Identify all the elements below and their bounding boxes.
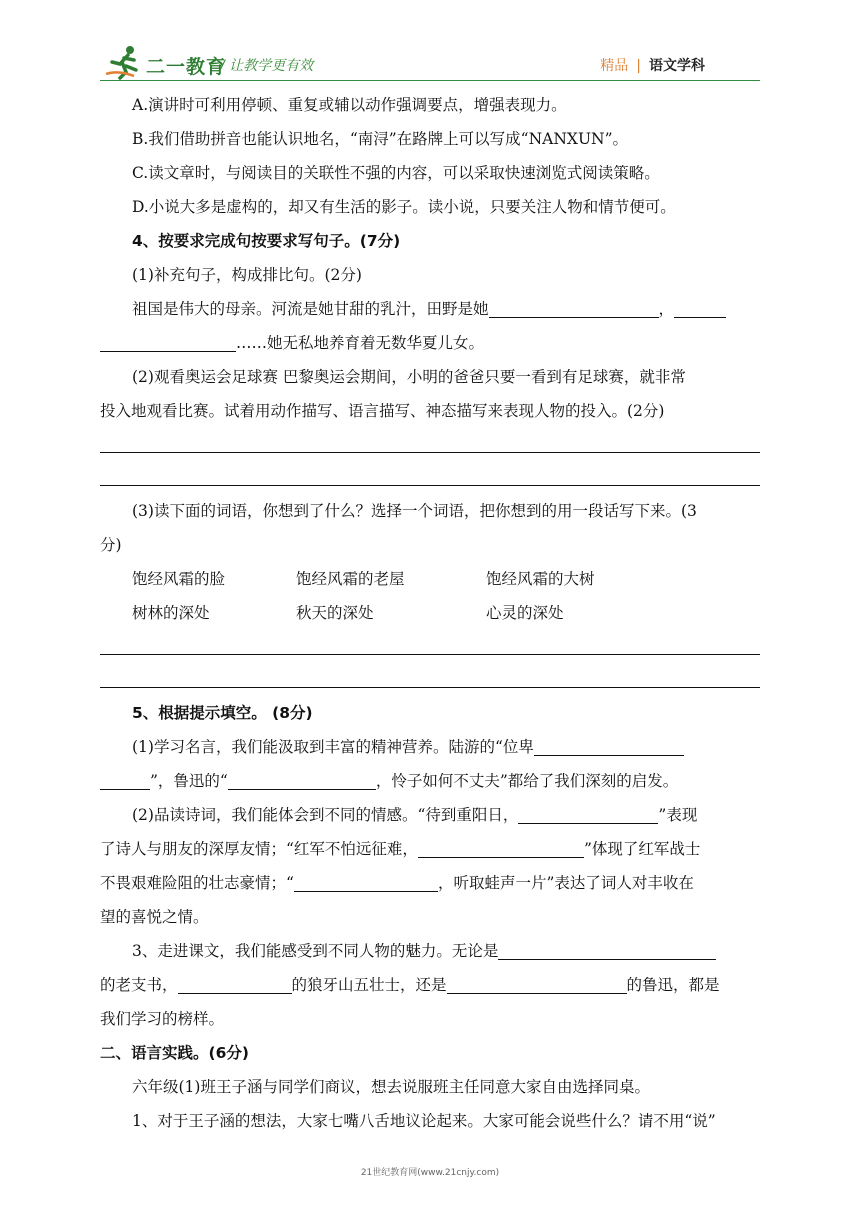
answer-blank[interactable] [100,333,236,352]
answer-blank[interactable] [228,771,376,790]
question-5-2: (2)品读诗词，我们能体会到不同的情感。“待到重阳日， ”表现 [132,806,698,824]
word-item: 秋天的深处 [296,604,374,622]
word-row-2 [100,596,760,630]
word-item: 饱经风霜的大树 [486,570,595,588]
answer-blank[interactable] [534,737,684,756]
section-2-title: 二、语言实践。(6分) [100,1044,249,1062]
runner-logo-icon [104,44,144,80]
answer-line[interactable] [100,663,760,688]
answer-blank[interactable] [100,771,150,790]
logo-text: 二一教育 [146,56,227,78]
question-5-2-cont: 了诗人与朋友的深厚友情；“红军不怕远征难， ”体现了红军战士 [100,840,701,858]
page-footer: 21世纪教育网(www.21cnjy.com) [360,1168,500,1178]
question-5-2-cont-2: 不畏艰难险阻的壮志豪情；“ ，听取蛙声一片”表达了词人对丰收在 [100,874,694,892]
option-d: D.小说大多是虚构的，却又有生活的影子。读小说，只要关注人物和情节便可。 [132,198,676,216]
section-2-question-1: 1、对于王子涵的想法，大家七嘴八舌地议论起来。大家可能会说些什么？请不用“说” [132,1112,716,1130]
question-4-2: (2)观看奥运会足球赛 巴黎奥运会期间，小明的爸爸只要一看到有足球赛，就非常 [132,368,686,386]
document-body [100,88,760,1138]
option-a: A.演讲时可利用停顿、重复或辅以动作强调要点，增强表现力。 [132,96,567,114]
question-4-3-cont: 分) [100,536,122,554]
question-4-1-line: 祖国是伟大的母亲。河流是她甘甜的乳汁，田野是她 ， [100,292,760,326]
question-5-3: 3、走进课文，我们能感受到不同人物的魅力。无论是 [100,934,760,968]
answer-blank[interactable] [178,975,292,994]
answer-blank[interactable] [498,941,716,960]
word-item: 饱经风霜的脸 [132,570,226,588]
answer-blank[interactable] [518,805,658,824]
question-4-3: (3)读下面的词语，你想到了什么？选择一个词语，把你想到的用一段话写下来。(3 [132,502,697,520]
page-header [0,0,860,86]
question-4-title: 4、按要求完成句按要求写句子。(7分) [132,232,401,250]
subject-label: 语文学科 [649,58,705,74]
question-5-1: (1)学习名言，我们能汲取到丰富的精神营养。陆游的“位卑 [100,730,760,764]
answer-line[interactable] [100,461,760,486]
answer-blank[interactable] [418,839,584,858]
word-item: 树林的深处 [132,604,210,622]
word-item: 心灵的深处 [486,604,564,622]
question-5-3-cont-2: 我们学习的榜样。 [100,1010,225,1028]
header-separator: | [636,58,641,74]
word-row-1 [100,562,760,596]
word-item: 饱经风霜的老屋 [296,570,405,588]
question-5-2-cont-3: 望的喜悦之情。 [100,908,209,926]
question-4-1: (1)补充句子，构成排比句。(2分) [132,266,362,284]
section-2-intro: 六年级(1)班王子涵与同学们商议，想去说服班主任同意大家自由选择同桌。 [132,1078,650,1096]
question-5-1-cont: ”，鲁迅的“ ，怜子如何不丈夫”都给了我们深刻的启发。 [100,764,760,798]
option-c: C.读文章时，与阅读目的关联性不强的内容，可以采取快速浏览式阅读策略。 [132,164,660,182]
answer-blank[interactable] [294,873,438,892]
answer-blank[interactable] [674,299,726,318]
header-right [600,55,705,75]
answer-line[interactable] [100,428,760,453]
header-divider [100,80,760,81]
answer-blank[interactable] [489,299,659,318]
slogan: / 让教学更有效 [220,58,314,74]
answer-blank[interactable] [447,975,627,994]
question-5-3-cont: 的老支书， 的狼牙山五壮士，还是 的鲁迅，都是 [100,976,720,994]
option-b: B.我们借助拼音也能认识地名，“南浔”在路牌上可以写成“NANXUN”。 [132,130,628,148]
answer-line[interactable] [100,630,760,655]
question-5-title: 5、根据提示填空。 (8分) [132,704,313,722]
question-4-2-cont: 投入地观看比赛。试着用动作描写、语言描写、神态描写来表现人物的投入。(2分) [100,402,665,420]
quality-label: 精品 [600,58,629,74]
question-4-1-line-2: ……她无私地养育着无数华夏儿女。 [100,326,760,360]
